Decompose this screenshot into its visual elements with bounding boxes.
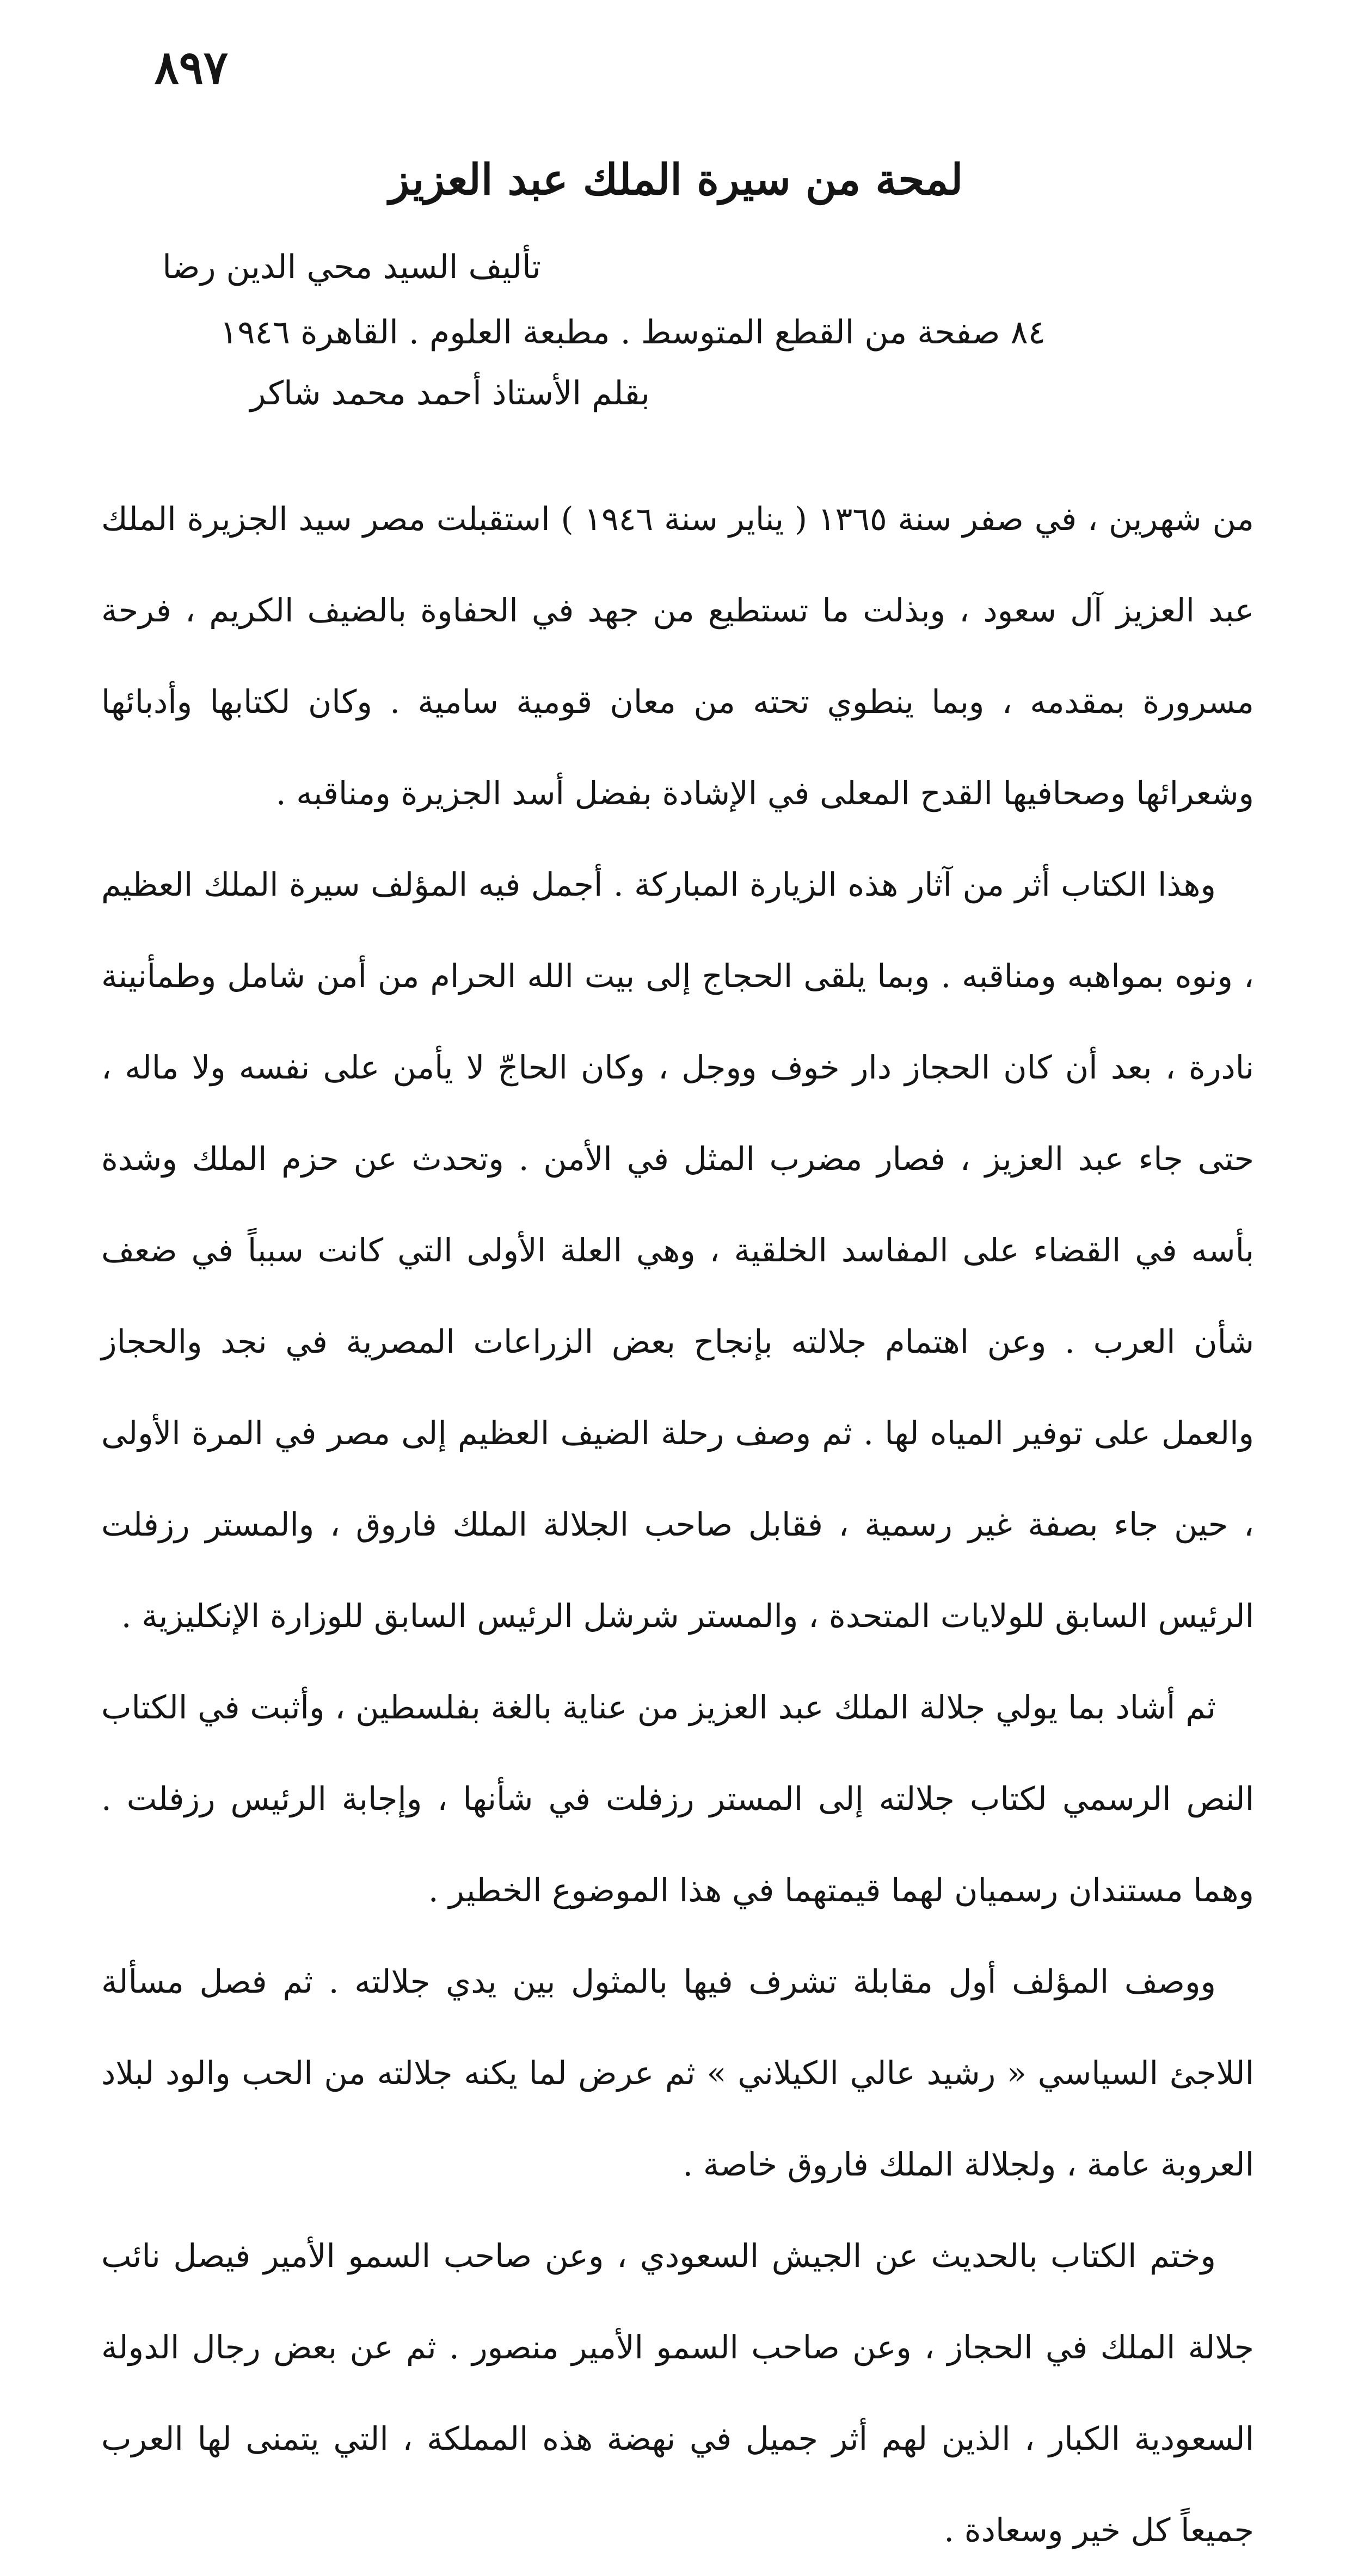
reviewer-line: بقلم الأستاذ أحمد محمد شاكر xyxy=(250,374,650,412)
publication-line: ٨٤ صفحة من القطع المتوسط . مطبعة العلوم . القاهرة ١٩٤٦ xyxy=(220,313,1046,352)
paragraph-5: وختم الكتاب بالحديث عن الجيش السعودي ، وعن صاحب السمو الأمير فيصل نائب جلالة الملك في الحجاز ، وعن صاحب السمو الأمير منصور . ثم عن بعض رجال الدولة السعودية الكبار ، الذين لهم أثر جميل في نهضة هذه المملكة ، التي يتمنى لها العرب جميعاً كل خير وسعادة . xyxy=(101,2237,1255,2549)
paragraph-2: وهذا الكتاب أثر من آثار هذه الزيارة المباركة . أجمل فيه المؤلف سيرة الملك العظيم ، ونوه بمواهبه ومناقبه . وبما يلقى الحجاج إلى بيت الله الحرام من أمن شامل وطمأنينة نادرة ، بعد أن كان الحجاز دار خوف ووجل ، وكان الحاجّ لا يأمن على نفسه ولا ماله ، حتى جاء عبد العزيز ، فصار مضرب المثل في الأمن . وتحدث عن حزم الملك وشدة بأسه في القضاء على المفاسد الخلقية ، وهي العلة الأولى التي كانت سبباً في ضعف شأن العرب . وعن اهتمام جلالته بإنجاح بعض الزراعات المصرية في نجد والحجاز والعمل على توفير المياه لها . ثم وصف رحلة الضيف العظيم إلى مصر في المرة الأولى ، حين جاء بصفة غير رسمية ، فقابل صاحب الجلالة الملك فاروق ، والمستر رزفلت الرئيس السابق للولايات المتحدة ، والمستر شرشل الرئيس السابق للوزارة الإنكليزية . xyxy=(101,866,1254,1635)
review-title: لمحة من سيرة الملك عبد العزيز xyxy=(389,155,963,205)
page-number: ٨٩٧ xyxy=(154,40,228,94)
author-line: تأليف السيد محي الدين رضا xyxy=(162,248,541,286)
paragraph-4: ووصف المؤلف أول مقابلة تشرف فيها بالمثول بين يدي جلالته . ثم فصل مسألة اللاجئ السياسي « رشيد عالي الكيلاني » ثم عرض لما يكنه جلالته من الحب والود لبلاد العروبة عامة ، ولجلالة الملك فاروق خاصة . xyxy=(101,1963,1254,2183)
paragraph-3: ثم أشاد بما يولي جلالة الملك عبد العزيز من عناية بالغة بفلسطين ، وأثبت في الكتاب النص الرسمي لكتاب جلالته إلى المستر رزفلت في شأنها ، وإجابة الرئيس رزفلت . وهما مستندان رسميان لهما قيمتهما في هذا الموضوع الخطير . xyxy=(101,1688,1254,1909)
review-body xyxy=(101,473,1254,2576)
paragraph-1: من شهرين ، في صفر سنة ١٣٦٥ ( يناير سنة ١٩٤٦ ) استقبلت مصر سيد الجزيرة الملك عبد العزيز آل سعود ، وبذلت ما تستطيع من جهد في الحفاوة بالضيف الكريم ، فرحة مسرورة بمقدمه ، وبما ينطوي تحته من معان قومية سامية . وكان لكتابها وأدبائها وشعرائها وصحافيها القدح المعلى في الإشادة بفضل أسد الجزيرة ومناقبه . xyxy=(101,500,1254,812)
